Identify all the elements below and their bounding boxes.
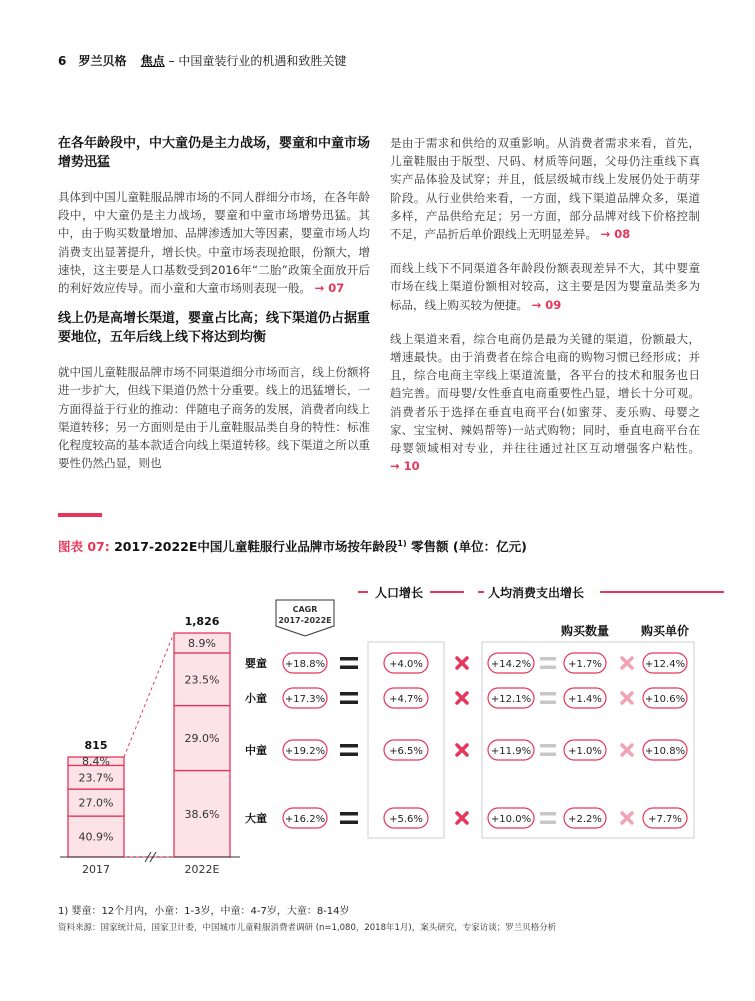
subheader-quantity: 购买数量 (560, 624, 610, 638)
paragraph-online-offline-text: 而线上线下不同渠道各年龄段份额表现差异不大，其中婴童市场在线上渠道份额相对较高，这主要是因为婴童品类多为标品，线上购买较为便捷。 (390, 261, 700, 312)
connector-top (124, 633, 174, 757)
chart-accent-bar (58, 513, 102, 517)
quantity-value-2: +1.0% (568, 746, 602, 757)
source-note: 资料来源：国家统计局，国家卫计委，中国城市儿童鞋服消费者调研 (n=1,080，2018年1月)，案头研究，专家访谈；罗兰贝格分析 (58, 923, 557, 933)
unit-price-value-3: +7.7% (648, 814, 682, 825)
equals-main-0-top (340, 657, 358, 661)
page-header (58, 52, 346, 69)
figure-ref-10[interactable]: → 10 (390, 459, 420, 474)
population-value-2: +6.5% (389, 746, 423, 757)
spending-value-1: +12.1% (490, 694, 532, 705)
bar-label-2017-中童: 27.0% (78, 796, 114, 810)
equals-sub-1-top (540, 692, 556, 696)
equals-sub-3-bottom (540, 821, 556, 825)
paragraph-ecommerce (390, 330, 700, 476)
paragraph-online-offline (390, 259, 700, 314)
chart-svg (0, 580, 755, 880)
equals-main-3-top (340, 812, 358, 816)
header-spending: 人均消费支出增长 (488, 586, 585, 600)
bar-label-2017-婴童: 8.4% (82, 755, 110, 769)
section-focus: 焦点 (140, 54, 165, 68)
subheader-unit-price: 购买单价 (640, 624, 690, 638)
segment-label-3: 大童 (245, 812, 267, 825)
cagr-value-0: +18.8% (284, 659, 326, 670)
bar-total-2022E: 1,826 (184, 615, 220, 628)
segment-label-1: 小童 (245, 692, 267, 705)
page-number: 6 (58, 54, 67, 68)
segment-label-2: 中童 (245, 744, 267, 757)
chart-title-footnote-mark: 1) (397, 538, 407, 548)
x-tick-2022E: 2022E (184, 863, 220, 876)
equals-sub-2-bottom (540, 753, 556, 757)
bar-label-2022E-中童: 29.0% (184, 732, 220, 746)
cagr-value-1: +17.3% (284, 694, 326, 705)
unit-price-value-1: +10.6% (644, 694, 686, 705)
chart-title (58, 537, 527, 555)
right-column (390, 134, 700, 475)
equals-main-0-bottom (340, 666, 358, 670)
figure-ref-09[interactable]: → 09 (531, 297, 562, 312)
figure-ref-08[interactable]: → 08 (600, 227, 631, 242)
paragraph-channels: 就中国儿童鞋服品牌市场不同渠道细分市场而言，线上份额将进一步扩大，但线下渠道仍然十分重要。线上的迅猛增长，一方面得益于行业的推动：伴随电子商务的发展，消费者向线上渠道转移；另一方面则是由于儿童鞋服品类自身的特性：标准化程度较高的基本款适合向线上渠道转移。线下渠道之所以重要性仍然凸显，则也 (58, 365, 370, 471)
brand-name: 罗兰贝格 (78, 54, 127, 68)
bar-label-2022E-大童: 38.6% (184, 807, 220, 821)
equals-main-1-top (340, 692, 358, 696)
paragraph-ecommerce-text: 线上渠道来看，综合电商仍是最为关键的渠道，份额最大，增速最快。由于消费者在综合电商的购物习惯已经形成；并且，综合电商主宰线上渠道流量，各平台的技术和服务也日趋完善。而母婴/女性垂直电商重要性凸显，增长十分可观。消费者乐于选择在垂直电商平台(如蜜芽、麦乐购、母婴之家、宝宝树、辣妈帮等)一站式购物；同时，垂直电商平台在母婴领域相对专业，并往往通过社区互动增强客户粘性。 (390, 331, 700, 456)
unit-price-value-0: +12.4% (644, 659, 686, 670)
equals-sub-0-top (540, 657, 556, 661)
chart-label: 图表 07: (58, 539, 110, 554)
cagr-header-line1: CAGR (292, 605, 318, 614)
chart-title-text: 2017-2022E中国儿童鞋服行业品牌市场按年龄段 (109, 539, 398, 554)
bar-label-2017-小童: 23.7% (78, 771, 114, 785)
equals-sub-2-top (540, 744, 556, 748)
population-value-0: +4.0% (389, 659, 423, 670)
paragraph-demand-supply (390, 134, 700, 243)
bar-label-2017-大童: 40.9% (78, 830, 114, 844)
equals-main-1-bottom (340, 701, 358, 705)
heading-channels: 线上仍是高增长渠道，婴童占比高；线下渠道仍占据重要地位，五年后线上线下将达到均衡 (58, 311, 371, 346)
quantity-value-3: +2.2% (568, 814, 602, 825)
population-value-1: +4.7% (389, 694, 423, 705)
equals-sub-3-top (540, 812, 556, 816)
unit-price-value-2: +10.8% (644, 746, 686, 757)
paragraph-age-segments (58, 188, 370, 297)
x-tick-2017: 2017 (82, 863, 110, 876)
segment-label-0: 婴童 (245, 657, 267, 670)
spending-value-0: +14.2% (490, 659, 532, 670)
spending-value-2: +11.9% (490, 746, 532, 757)
header-population: 人口增长 (375, 586, 424, 600)
population-value-3: +5.6% (389, 814, 423, 825)
chart-unit: 零售额 (单位：亿元) (406, 539, 527, 554)
equals-sub-1-bottom (540, 701, 556, 705)
heading-age-segments: 在各年龄段中，中大童仍是主力战场，婴童和中童市场增势迅猛 (58, 136, 371, 170)
spending-value-3: +10.0% (490, 814, 532, 825)
left-column (58, 134, 370, 472)
quantity-value-0: +1.7% (568, 659, 602, 670)
equals-main-2-top (340, 744, 358, 748)
bar-label-2022E-婴童: 8.9% (188, 636, 216, 650)
paragraph-age-segments-text: 具体到中国儿童鞋服品牌市场的不同人群细分市场，在各年龄段中，中大童仍是主力战场，婴童和中童市场增势迅猛。其中，由于购买数量增加、品牌渗透加大等因素，婴童市场人均消费支出显著提升，增长快。中童市场表现抢眼，份额大，增速快，这主要是人口基数受到2016年“二胎”政策全面放开后的利好效应传导。而小童和大童市场则表现一般。 (58, 190, 370, 296)
bar-total-2017: 815 (84, 739, 108, 753)
equals-main-2-bottom (340, 753, 358, 757)
quantity-value-1: +1.4% (568, 694, 602, 705)
equals-sub-0-bottom (540, 666, 556, 670)
cagr-value-2: +19.2% (284, 746, 326, 757)
paragraph-demand-supply-text: 是由于需求和供给的双重影响。从消费者需求来看，首先，儿童鞋服由于版型、尺码、材质等问题，父母仍注重线下真实产品体验及试穿；并且，低层级城市线上发展仍处于萌芽阶段。从行业供给来看，一方面，线下渠道品牌众多，渠道多样，产品供给充足；另一方面，部分品牌对线下价格控制不足，产品折后单价跟线上无明显差异。 (390, 136, 700, 242)
equals-main-3-bottom (340, 821, 358, 825)
footnote: 1) 婴童：12个月内，小童：1-3岁，中童：4-7岁，大童：8-14岁 (58, 906, 350, 917)
cagr-header-line2: 2017-2022E (278, 616, 332, 625)
cagr-value-3: +16.2% (284, 814, 326, 825)
header-subtitle: – 中国童装行业的机遇和致胜关键 (164, 54, 347, 68)
bar-label-2022E-小童: 23.5% (184, 673, 220, 687)
figure-ref-07[interactable]: → 07 (314, 281, 345, 296)
